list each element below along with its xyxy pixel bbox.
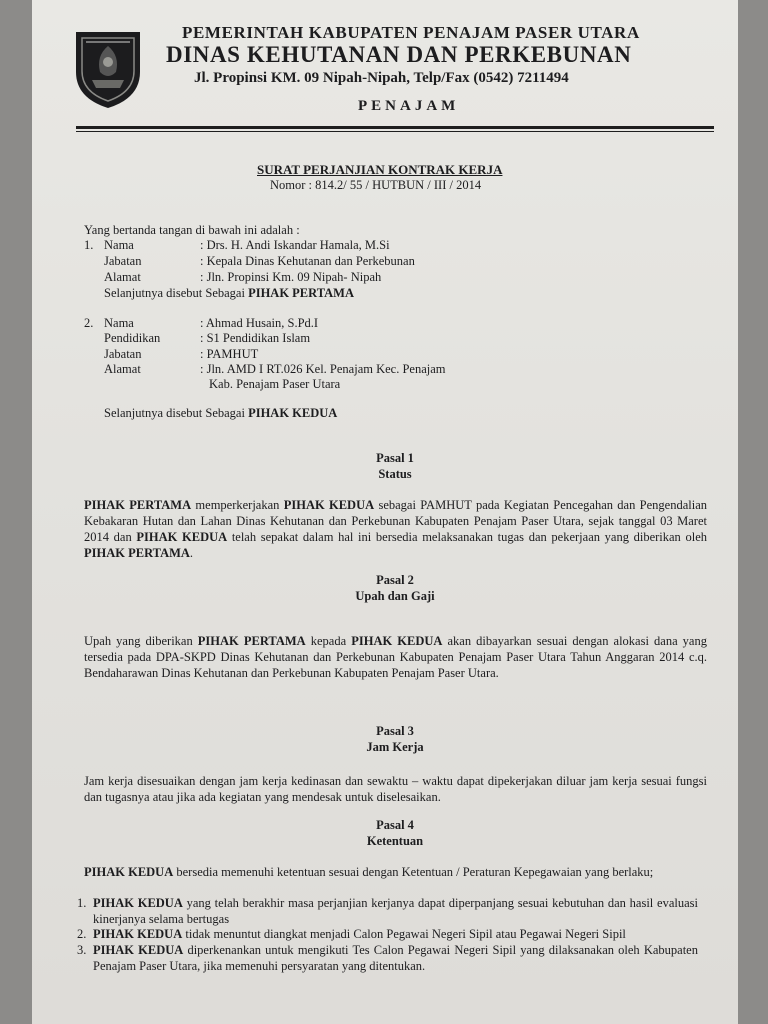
pasal4-item-1-party: PIHAK KEDUA — [93, 896, 183, 910]
pasal1-heading: Pasal 1 — [376, 451, 414, 465]
party2-value-jabatan: : PAMHUT — [200, 347, 259, 361]
pasal2-party-a: PIHAK PERTAMA — [197, 634, 306, 648]
pasal4-item-2-party: PIHAK KEDUA — [93, 927, 183, 941]
pasal1-text-part2: sebagai PAMHUT pada Kegiatan Pencegahan dan Pengendalian Kebakaran Hutan dan Lahan Dinas Kehutanan dan Perkebunan Kabupaten Penajam Paser Utara, sejak tanggal 03 Maret 2014 dan — [84, 498, 708, 544]
pasal1-text-part1: memperkerjakan — [191, 498, 284, 512]
party1-value-nama: : Drs. H. Andi Iskandar Hamala, M.Si — [200, 238, 390, 252]
regency-emblem-icon — [72, 28, 144, 110]
party2-label-nama: Nama — [104, 316, 134, 330]
pasal2-text — [84, 633, 707, 681]
pasal1-text-part4: . — [189, 546, 194, 560]
party2-label-pendidikan: Pendidikan — [104, 331, 161, 345]
pasal2-text-part3: akan dibayarkan sesuai dengan alokasi dana yang tersedia pada DPA-SKPD Dinas Kehutanan dan Perkebunan Kabupaten Penajam Paser Utara Tahun Anggaran 2014 c.q. Bendaharawan Dinas Kehutanan dan Perkebunan Kabupaten Penajam Paser Utara. — [84, 634, 707, 680]
letterhead-city: PENAJAM — [358, 98, 460, 114]
document-number: Nomor : 814.2/ 55 / HUTBUN / III / 2014 — [270, 178, 482, 192]
letterhead-divider-thin — [76, 131, 714, 132]
pasal1-party-b: PIHAK KEDUA — [283, 498, 375, 512]
pasal2-text-part1: Upah yang diberikan — [84, 634, 198, 648]
pasal4-item-3-text: diperkenankan untuk mengikuti Tes Calon Pegawai Negeri Sipil yang dilaksanakan oleh Kabupaten Penajam Paser Utara, jika memenuhi persyaratan yang ditentukan. — [93, 943, 698, 973]
party2-value-pendidikan: : S1 Pendidikan Islam — [200, 331, 311, 345]
pasal4-title: Ketentuan — [366, 834, 424, 848]
letterhead-government: PEMERINTAH KABUPATEN PENAJAM PASER UTARA — [182, 23, 640, 42]
intro-text: Yang bertanda tangan di bawah ini adalah : — [84, 223, 300, 237]
party2-value-nama: : Ahmad Husain, S.Pd.I — [200, 316, 319, 330]
pasal4-item-2-number: 2. — [77, 927, 87, 941]
letterhead-agency: DINAS KEHUTANAN DAN PERKEBUNAN — [166, 42, 632, 67]
letterhead-address: Jl. Propinsi KM. 09 Nipah-Nipah, Telp/Fax (0542) 7211494 — [194, 70, 569, 86]
party2-label-jabatan: Jabatan — [104, 347, 142, 361]
party2-value-alamat-line2: Kab. Penajam Paser Utara — [209, 377, 341, 391]
party1-closing-text: Selanjutnya disebut Sebagai — [104, 286, 245, 300]
pasal4-heading: Pasal 4 — [376, 818, 414, 832]
pasal4-item-1-number: 1. — [77, 896, 87, 910]
party2-label-alamat: Alamat — [104, 362, 141, 376]
party1-value-alamat: : Jln. Propinsi Km. 09 Nipah- Nipah — [200, 270, 382, 284]
document-title: SURAT PERJANJIAN KONTRAK KERJA — [257, 162, 503, 177]
pasal2-text-part2: kepada — [305, 634, 352, 648]
pasal2-heading: Pasal 2 — [376, 573, 414, 587]
pasal1-text-part3: telah sepakat dalam hal ini bersedia melaksanakan tugas dan pekerjaan yang diberikan oleh — [227, 530, 707, 544]
pasal2-title: Upah dan Gaji — [355, 589, 435, 603]
pasal4-item-1-text: yang telah berakhir masa perjanjian kerjanya dapat diperpanjang sesuai kebutuhan dan hasil evaluasi kinerjanya selama bertugas — [93, 896, 698, 926]
party1-label-alamat: Alamat — [104, 270, 141, 284]
pasal4-item-3-number: 3. — [77, 943, 87, 957]
party2-role: PIHAK KEDUA — [248, 406, 338, 420]
party1-label-nama: Nama — [104, 238, 134, 252]
pasal4-item-3-party: PIHAK KEDUA — [93, 943, 184, 957]
party2-closing — [104, 406, 337, 421]
pasal2-party-b: PIHAK KEDUA — [351, 634, 443, 648]
pasal4-party-b: PIHAK KEDUA — [84, 865, 174, 879]
pasal1-party-a-2: PIHAK PERTAMA — [84, 546, 190, 560]
pasal3-text: Jam kerja disesuaikan dengan jam kerja kedinasan dan sewaktu – waktu dapat dipekerjakan diluar jam kerja sesuai fungsi dan tugasnya atau jika ada kegiatan yang mendesak untuk diselesaikan. — [84, 774, 707, 804]
party1-role: PIHAK PERTAMA — [248, 286, 354, 300]
pasal1-title: Status — [378, 467, 412, 481]
pasal1-text — [84, 497, 707, 561]
pasal1-party-b-2: PIHAK KEDUA — [136, 530, 228, 544]
pasal3-title: Jam Kerja — [366, 740, 424, 754]
pasal4-intro — [84, 864, 707, 880]
letterhead-divider — [76, 126, 714, 129]
pasal1-party-a: PIHAK PERTAMA — [84, 498, 192, 512]
party1-value-jabatan: : Kepala Dinas Kehutanan dan Perkebunan — [200, 254, 415, 268]
party2-number: 2. — [84, 316, 94, 330]
document-page — [32, 0, 738, 1024]
pasal3-heading: Pasal 3 — [376, 724, 414, 738]
party2-closing-text: Selanjutnya disebut Sebagai — [104, 406, 245, 420]
party1-number: 1. — [84, 238, 94, 252]
pasal4-item-2-text: tidak menuntut diangkat menjadi Calon Pegawai Negeri Sipil atau Pegawai Negeri Sipil — [182, 927, 626, 941]
party2-value-alamat: : Jln. AMD I RT.026 Kel. Penajam Kec. Penajam — [200, 362, 446, 376]
pasal4-intro-text: bersedia memenuhi ketentuan sesuai dengan Ketentuan / Peraturan Kepegawaian yang berlaku; — [173, 865, 654, 879]
party1-label-jabatan: Jabatan — [104, 254, 142, 268]
party1-closing — [104, 286, 354, 301]
